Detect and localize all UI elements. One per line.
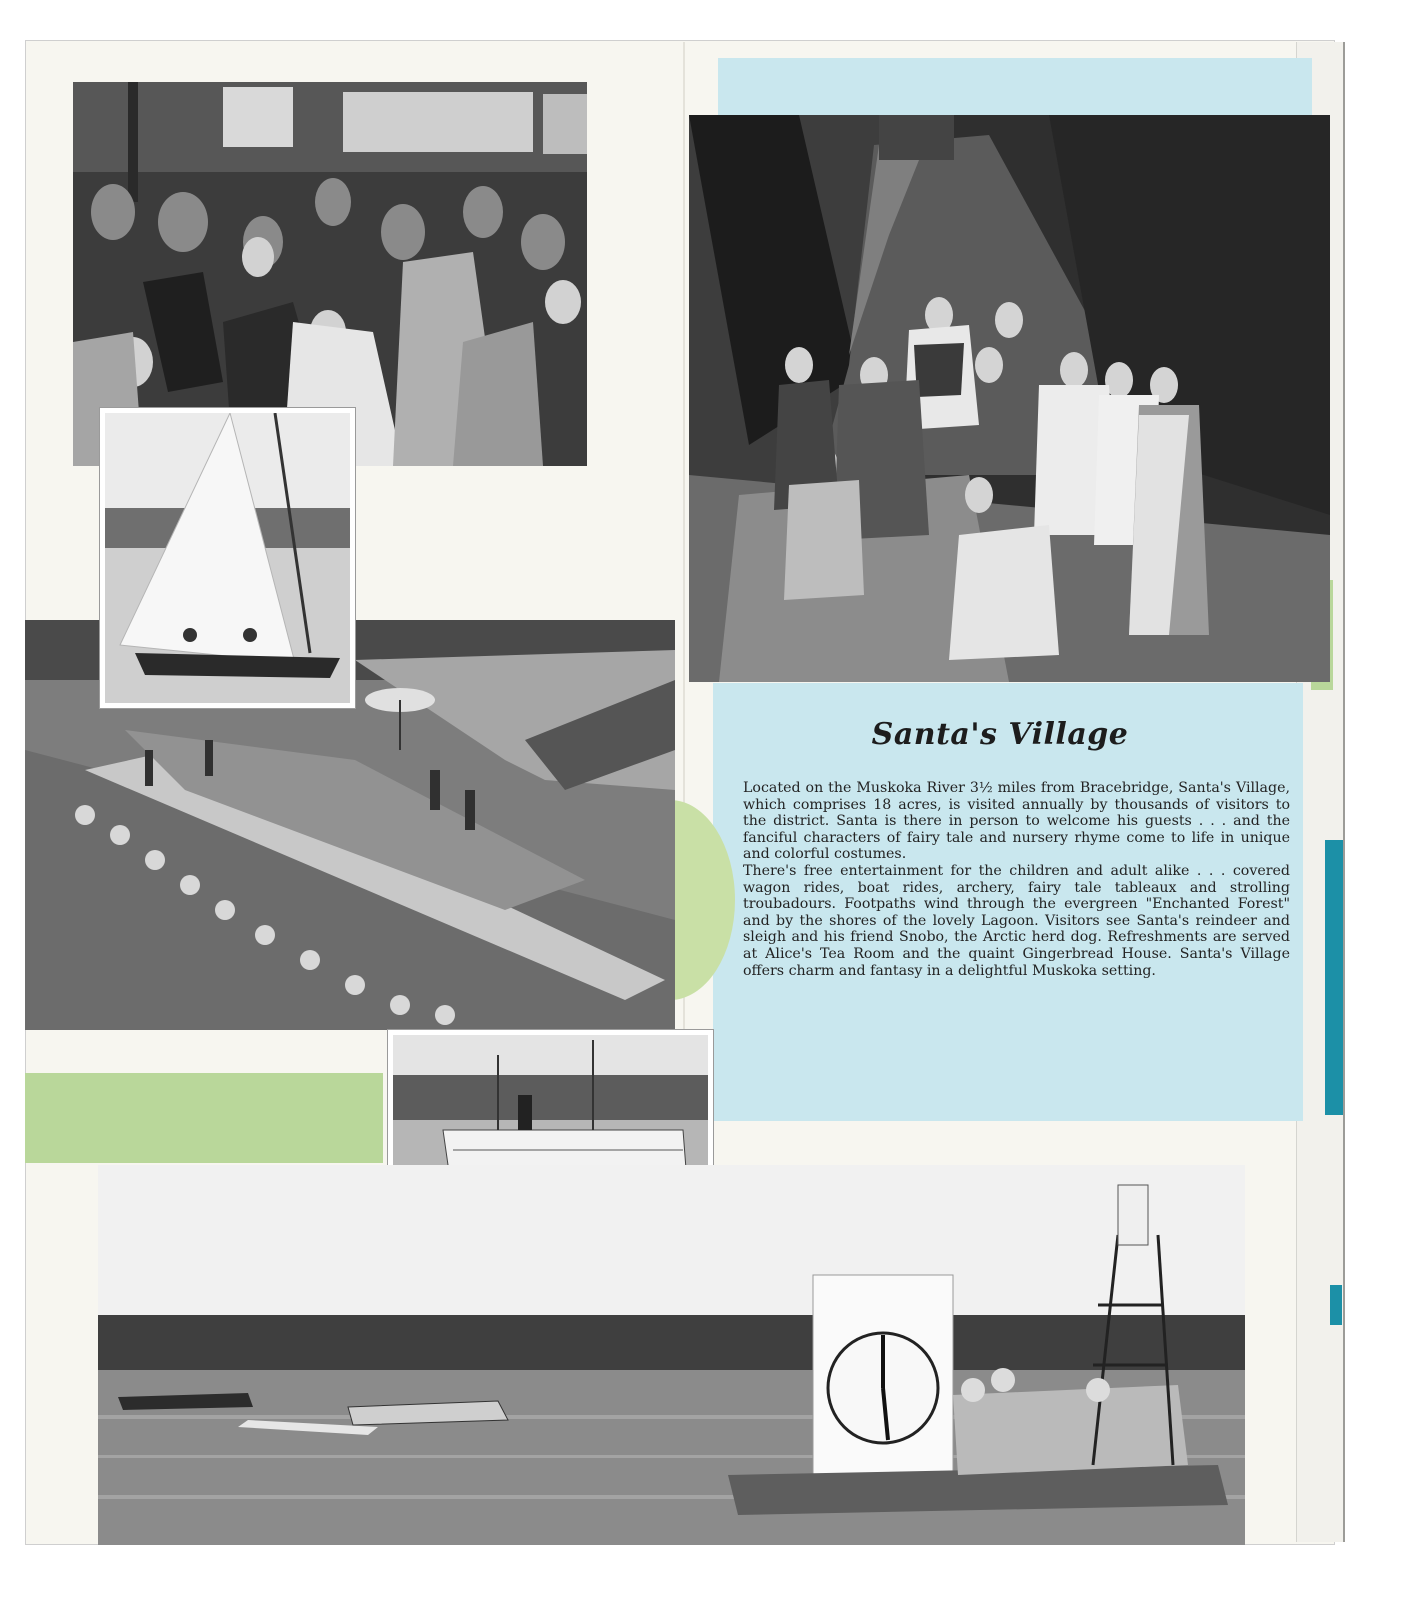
teal-strip — [1325, 840, 1343, 1115]
article-paragraph-2: There's free entertainment for the children and adult alike . . . covered wagon rides, boat rides, archery, fairy tale tableaux and strolling troubadours. Footpaths wind through the evergreen "Enchanted Forest" and by the shores of the lovely Lagoon. Visitors see Santa's reindeer and sleigh and his friend Snobo, the Arctic herd dog. Refreshments are served at Alice's Tea Room and the quaint Gingerbread House. Santa's Village offers charm and fantasy in a delightful Muskoka setting. — [743, 862, 1290, 979]
speedboat-race-photo — [98, 1165, 1245, 1545]
santa-and-costumed-characters-photo — [689, 115, 1330, 682]
green-block-left — [25, 1073, 383, 1163]
article-paragraph-1: Located on the Muskoka River 3½ miles from Bracebridge, Santa's Village, which comprises 18 acres, is visited annually by thousands of visitors to the district. Santa is there in person to welcome his guests . . . and the fanciful characters of fairy tale and nursery rhyme come to life in unique and colorful costumes. — [743, 780, 1290, 863]
sailboat-photo — [100, 408, 355, 708]
blue-banner-top — [718, 58, 1312, 120]
article-body — [743, 780, 1290, 979]
teal-strip-small — [1330, 1285, 1342, 1325]
article-title: Santa's Village — [871, 717, 1129, 752]
